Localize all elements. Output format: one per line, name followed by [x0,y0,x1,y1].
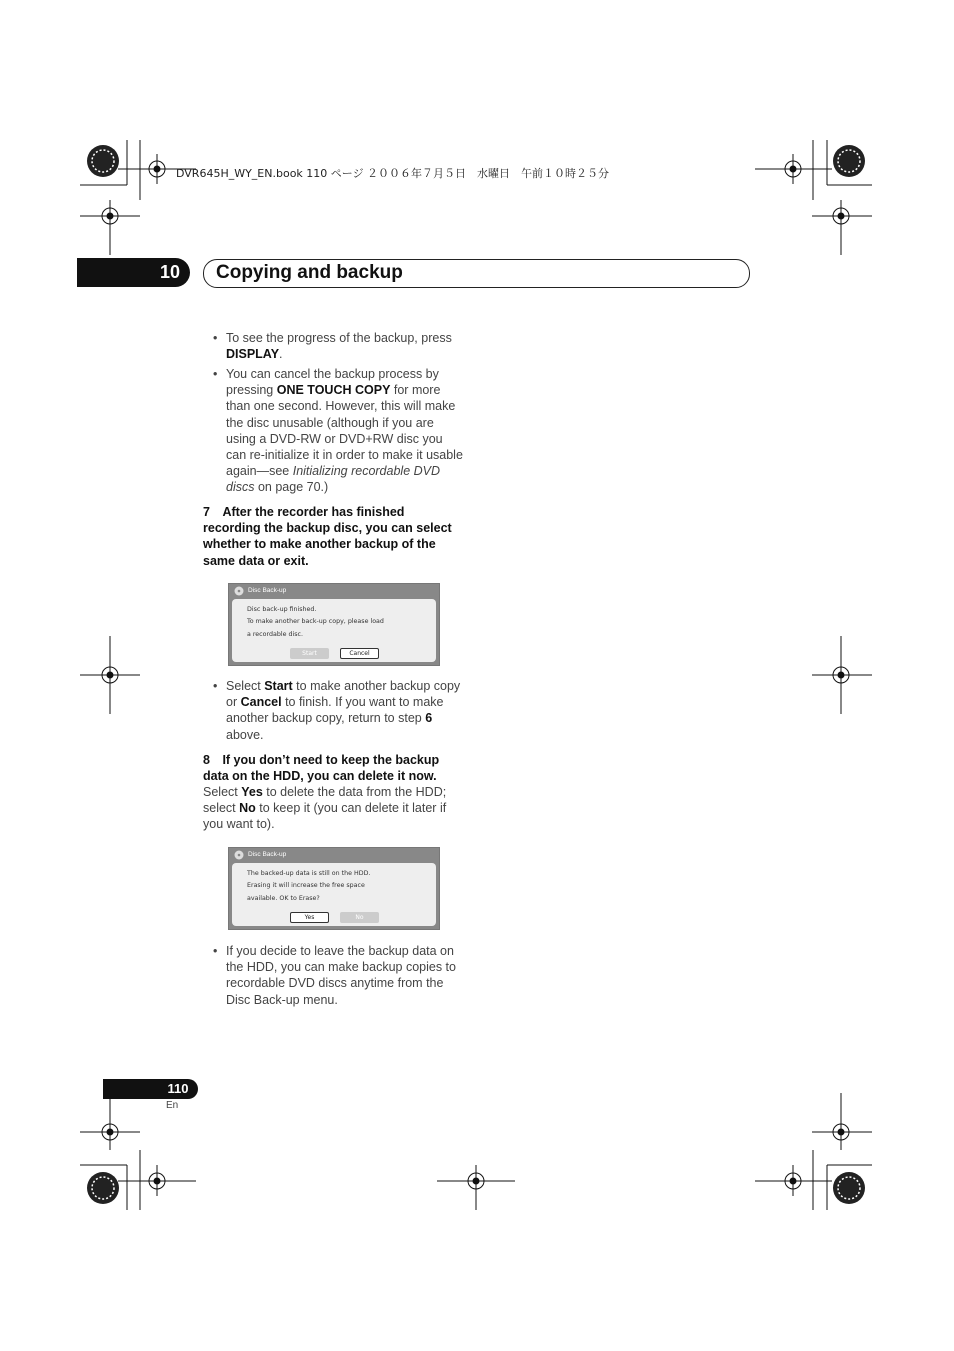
dialog-message-line: Erasing it will increase the free space [247,882,365,889]
dialog-title: Disc Back-up [248,587,287,594]
yes-button[interactable]: Yes [290,912,329,923]
bullet-cancel: • You can cancel the backup process by pressing ONE TOUCH COPY for more than one second. However, this will make the disc unusable (although if you are using a DVD-RW or DVD+RW disc you can re-initialize it in order to make it usable again—see Initializing recordable DVD discs on page 70.) [203,366,465,496]
print-header: DVR645H_WY_EN.book 110 ページ ２００６年７月５日 水曜日 午前１０時２５分 [176,167,610,180]
no-button[interactable]: No [340,912,379,923]
dialog-header [229,584,439,598]
start-button[interactable]: Start [290,648,329,659]
page-number: 110 [167,1081,189,1096]
dialog-title: Disc Back-up [248,851,287,858]
erase-backup-data-dialog [228,847,440,930]
dialog-message-line: a recordable disc. [247,631,303,638]
dialog-message-line: Disc back-up finished. [247,606,317,613]
chapter-title: Copying and backup [216,262,403,283]
dialog-message-line: available. OK to Erase? [247,895,320,902]
disc-backup-finished-dialog [228,583,440,666]
step-8-body: Select Yes to delete the data from the HDD; select No to keep it (you can delete it later if you want to). [203,785,447,832]
step-8-heading: 8 If you don’t need to keep the backup data on the HDD, you can delete it now. [203,753,440,784]
dialog-header [229,848,439,862]
disc-icon [234,586,244,596]
dialog-body [232,599,436,662]
dialog-body [232,863,436,926]
page-language: En [166,1100,179,1111]
step-7-heading: 7 After the recorder has finished recording the backup disc, you can select whether to make another backup of the same data or exit. [203,505,452,568]
crosshair-marks [80,154,872,1210]
chapter-number: 10 [159,262,181,282]
starburst-mark [87,145,865,1204]
bullet-progress: • To see the progress of the backup, press DISPLAY. [203,330,465,362]
cancel-button[interactable]: Cancel [340,648,379,659]
dialog-message-line: The backed-up data is still on the HDD. [247,870,371,877]
dialog-message-line: To make another back-up copy, please load [247,618,384,625]
bullet-start-cancel: • Select Start to make another backup copy or Cancel to finish. If you want to make another backup copy, return to step 6 above. [203,678,465,743]
disc-icon [234,850,244,860]
bullet-leave-data: • If you decide to leave the backup data on the HDD, you can make backup copies to recordable DVD discs anytime from the Disc Back-up menu. [203,943,465,1008]
